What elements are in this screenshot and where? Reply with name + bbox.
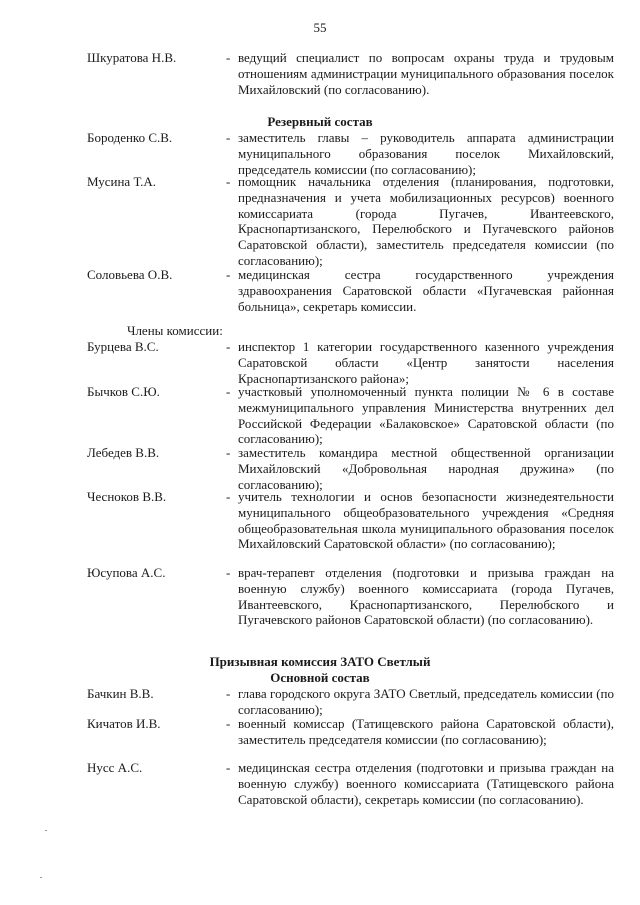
person-role: учитель технологии и основ безопасности жизнедеятельности муниципального общеобразовательного учреждения «Средняя общеобразовательная школа муниципального образования поселок Михайловский Саратовской области» (по согласованию);: [238, 489, 614, 552]
list-item: [87, 445, 614, 492]
person-name: Мусина Т.А.: [87, 174, 156, 189]
person-name: Бычков С.Ю.: [87, 384, 160, 399]
dash: -: [226, 267, 231, 282]
list-item: [87, 489, 614, 552]
person-role: военный комиссар (Татищевского района Саратовской области), заместитель председателя комиссии (по согласованию);: [238, 716, 614, 747]
person-name: Бурцева В.С.: [87, 339, 159, 354]
person-role: помощник начальника отделения (планирования, подготовки, предназначения и учета мобилизационных ресурсов) военного комиссариата (города Пугачев, Ивантеевского, Краснопартизанского, Перелюбского и Пугачевского районов Саратовской области), заместитель председателя комиссии (по согласованию);: [238, 174, 614, 268]
list-item: [87, 760, 614, 807]
dash: -: [226, 489, 231, 504]
section-title-reserve: Резервный состав: [267, 114, 373, 129]
list-item: [87, 174, 614, 269]
list-item: [87, 686, 614, 718]
person-role: врач-терапевт отделения (подготовки и призыва граждан на военную службу) военного комиссариата (города Пугачев, Ивантеевского, Краснопартизанского, Перелюбского и Пугачевского районов Саратовской области) (по согласованию).: [238, 565, 614, 628]
dash: -: [226, 50, 231, 65]
person-name: Соловьева О.В.: [87, 267, 173, 282]
page-number: 55: [313, 20, 327, 35]
person-role: ведущий специалист по вопросам охраны труда и трудовым отношениям администрации муниципального образования поселок Михайловский (по согласованию).: [238, 50, 614, 97]
person-role: инспектор 1 категории государственного казенного учреждения Саратовской области «Центр занятости населения Краснопартизанского района»;: [238, 339, 614, 386]
dash: -: [226, 686, 231, 701]
list-item: [87, 565, 614, 628]
dash: -: [226, 130, 231, 145]
list-item: [87, 339, 614, 386]
dash: -: [226, 174, 231, 189]
dash: -: [226, 760, 231, 775]
person-name: Бороденко С.В.: [87, 130, 173, 145]
person-name: Чесноков В.В.: [87, 489, 167, 504]
person-role: глава городского округа ЗАТО Светлый, председатель комиссии (по согласованию);: [238, 686, 614, 717]
dash: -: [226, 445, 231, 460]
person-name: Лебедев В.В.: [87, 445, 160, 460]
dash: -: [226, 716, 231, 731]
section-title-zato: Призывная комиссия ЗАТО Светлый: [209, 654, 431, 669]
dash: -: [226, 339, 231, 354]
scan-speck: [45, 830, 47, 831]
list-item: [87, 384, 614, 447]
person-role: заместитель командира местной общественной организации Михайловский «Добровольная народная дружина» (по согласованию);: [238, 445, 614, 492]
list-item: [87, 716, 614, 748]
section-title-main: Основной состав: [270, 670, 370, 685]
person-name: Нусс А.С.: [87, 760, 143, 775]
person-name: Кичатов И.В.: [87, 716, 161, 731]
dash: -: [226, 384, 231, 399]
scan-speck: [40, 877, 42, 878]
dash: -: [226, 565, 231, 580]
list-item: [87, 130, 614, 177]
person-role: заместитель главы – руководитель аппарата администрации муниципального образования поселок Михайловский, председатель комиссии (по согласованию);: [238, 130, 614, 177]
person-role: медицинская сестра отделения (подготовки и призыва граждан на военную службу) военного комиссариата (Татищевского района Саратовской области), секретарь комиссии (по согласованию).: [238, 760, 614, 807]
person-name: Шкуратова Н.В.: [87, 50, 177, 65]
person-name: Бачкин В.В.: [87, 686, 154, 701]
person-role: участковый уполномоченный пункта полиции № 6 в составе межмуниципального управления Министерства внутренних дел Российской Федерации «Балаковское» Саратовской области (по согласованию);: [238, 384, 614, 447]
members-label: Члены комиссии:: [127, 323, 223, 338]
list-item: [87, 50, 614, 97]
person-role: медицинская сестра государственного учреждения здравоохранения Саратовской области «Пугачевская районная больница», секретарь комиссии.: [238, 267, 614, 314]
list-item: [87, 267, 614, 314]
person-name: Юсупова А.С.: [87, 565, 166, 580]
